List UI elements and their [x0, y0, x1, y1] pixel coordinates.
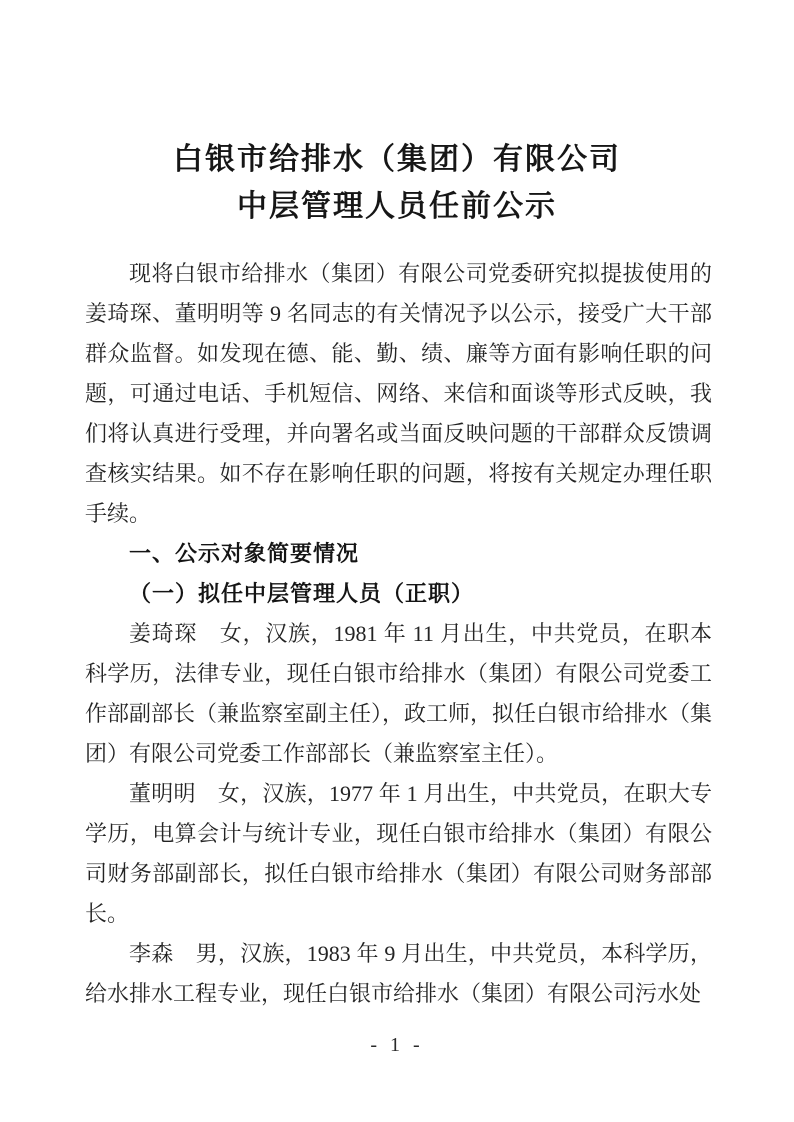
bio-paragraph-jiangqichen: 姜琦琛 女，汉族，1981 年 11 月出生，中共党员，在职本科学历，法律专业，现任白银市给排水（集团）有限公司党委工作部副部长（兼监察室副主任），政工师，拟任白银市给排水（集团）有限公司党委工作部部长（兼监察室主任）。 [85, 621, 713, 766]
subsection-heading: （一）拟任中层管理人员（正职） [129, 581, 475, 606]
page-number: - 1 - [370, 1034, 424, 1056]
document-title [0, 136, 794, 230]
bio-paragraph-dongmingming: 董明明 女，汉族，1977 年 1 月出生，中共党员，在职大专学历，电算会计与统计专业，现任白银市给排水（集团）有限公司财务部副部长，拟任白银市给排水（集团）有限公司财务部部长。 [85, 781, 712, 926]
title-line-2: 中层管理人员任前公示 [237, 190, 557, 223]
bio-paragraph-lisen: 李森 男，汉族，1983 年 9 月出生，中共党员，本科学历，给水排水工程专业，现任白银市给排水（集团）有限公司污水处 [85, 941, 712, 1006]
intro-paragraph: 现将白银市给排水（集团）有限公司党委研究拟提拔使用的姜琦琛、董明明等 9 名同志的有关情况予以公示，接受广大干部群众监督。如发现在德、能、勤、绩、廉等方面有影响任职的问题，可通过电话、手机短信、网络、来信和面谈等形式反映，我们将认真进行受理，并向署名或当面反映问题的干部群众反馈调查核实结果。如不存在影响任职的问题，将按有关规定办理任职手续。 [85, 261, 712, 526]
title-line-1: 白银市给排水（集团）有限公司 [173, 143, 621, 176]
document-body [85, 254, 712, 1014]
section-heading: 一、公示对象简要情况 [129, 541, 360, 566]
